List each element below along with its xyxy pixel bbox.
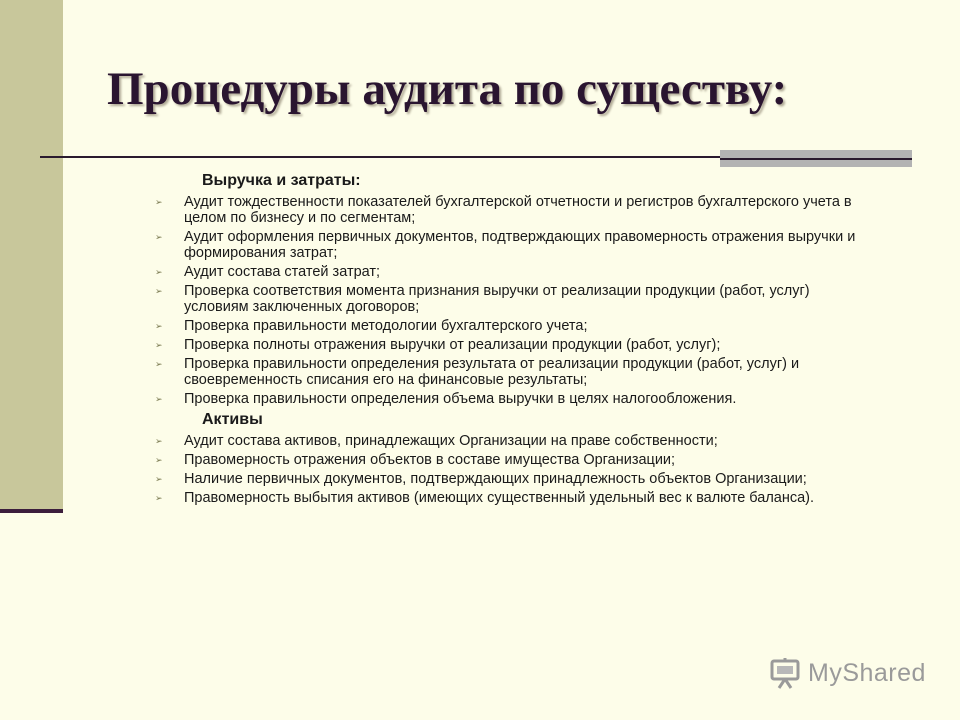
arrow-bullet-icon: ➢	[155, 493, 163, 503]
list-item-text: Проверка правильности методологии бухгалтерского учета;	[184, 318, 588, 334]
section-heading: Активы	[202, 411, 263, 428]
title-underline	[40, 156, 720, 158]
list-item-text: Проверка правильности определения объема выручки в целях налогообложения.	[184, 391, 737, 407]
list-item	[155, 337, 875, 353]
list-item-text: Аудит оформления первичных документов, подтверждающих правомерность отражения выручки и формирования затрат;	[184, 229, 856, 261]
list-item-text: Проверка правильности определения результата от реализации продукции (работ, услуг) и своевременность списания его на финансовые результаты;	[184, 356, 800, 388]
list-item	[155, 318, 875, 334]
arrow-bullet-icon: ➢	[155, 321, 163, 331]
list-item	[155, 433, 875, 449]
list-item-text: Наличие первичных документов, подтверждающих принадлежность объектов Организации;	[184, 471, 807, 487]
bullet-list	[155, 194, 875, 407]
list-item	[155, 471, 875, 487]
arrow-bullet-icon: ➢	[155, 286, 163, 296]
list-item	[155, 194, 875, 226]
list-item-text: Аудит состава статей затрат;	[184, 264, 381, 280]
arrow-bullet-icon: ➢	[155, 436, 163, 446]
list-item-text: Правомерность выбытия активов (имеющих существенный удельный вес к валюте баланса).	[184, 490, 815, 506]
list-item-text: Проверка соответствия момента признания выручки от реализации продукции (работ, услуг) условиям заключенных договоров;	[184, 283, 810, 315]
watermark-text: MyShared	[808, 658, 926, 687]
section-assets	[155, 411, 875, 506]
list-item-text: Правомерность отражения объектов в составе имущества Организации;	[184, 452, 676, 468]
watermark-logo	[768, 656, 926, 690]
title-underline-accent-top	[720, 150, 912, 158]
list-item	[155, 356, 875, 388]
arrow-bullet-icon: ➢	[155, 232, 163, 242]
arrow-bullet-icon: ➢	[155, 474, 163, 484]
presentation-board-icon	[768, 656, 802, 690]
list-item	[155, 452, 875, 468]
slide-content	[155, 172, 875, 510]
arrow-bullet-icon: ➢	[155, 267, 163, 277]
arrow-bullet-icon: ➢	[155, 455, 163, 465]
slide-title: Процедуры аудита по существу:	[107, 63, 788, 115]
arrow-bullet-icon: ➢	[155, 340, 163, 350]
list-item-text: Проверка полноты отражения выручки от реализации продукции (работ, услуг);	[184, 337, 721, 353]
title-underline-accent-bottom	[720, 160, 912, 167]
list-item-text: Аудит тождественности показателей бухгалтерской отчетности и регистров бухгалтерского учета в целом по бизнесу и по сегментам;	[184, 194, 852, 226]
arrow-bullet-icon: ➢	[155, 359, 163, 369]
list-item	[155, 229, 875, 261]
list-item	[155, 391, 875, 407]
left-decor-bar	[0, 0, 63, 512]
arrow-bullet-icon: ➢	[155, 197, 163, 207]
section-revenue	[155, 172, 875, 407]
list-item	[155, 490, 875, 506]
list-item-text: Аудит состава активов, принадлежащих Организации на праве собственности;	[184, 433, 718, 449]
arrow-bullet-icon: ➢	[155, 394, 163, 404]
left-decor-line	[0, 509, 63, 513]
list-item	[155, 283, 875, 315]
list-item	[155, 264, 875, 280]
bullet-list	[155, 433, 875, 506]
section-heading: Выручка и затраты:	[202, 172, 361, 189]
